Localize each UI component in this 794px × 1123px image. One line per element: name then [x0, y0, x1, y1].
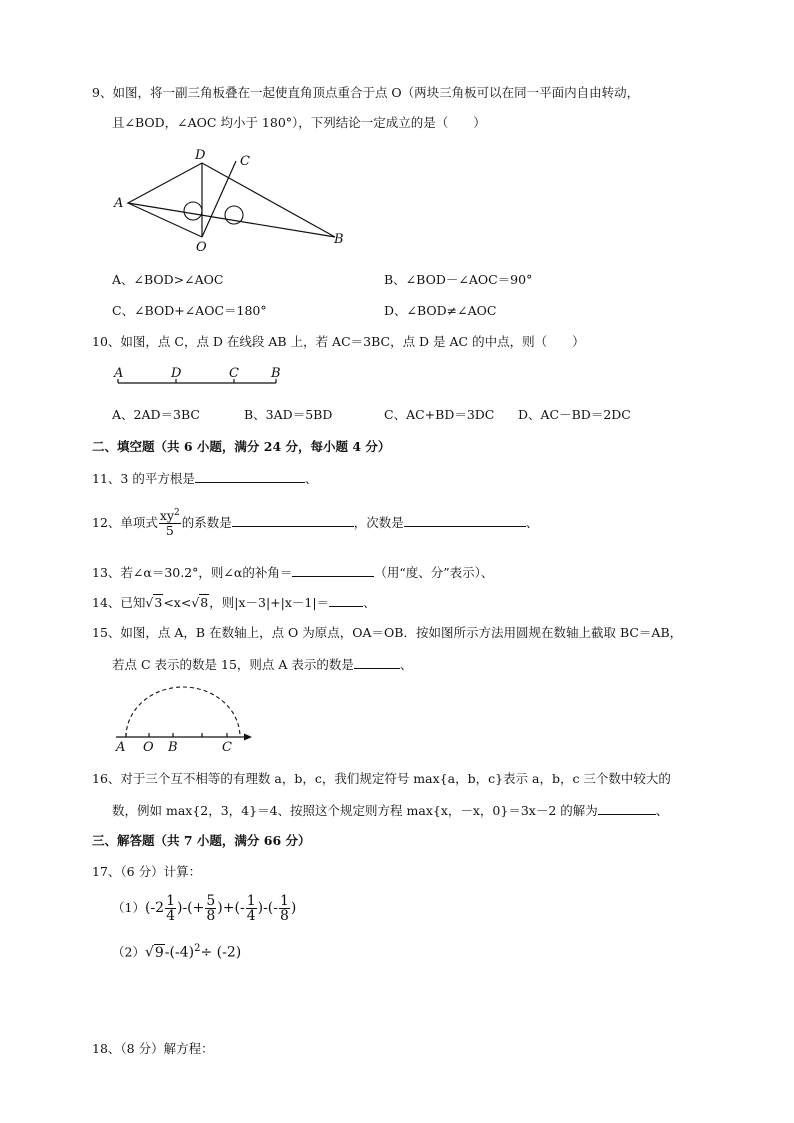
q11-end: 、 [304, 471, 318, 486]
q17-p2-rest: -(-4) [164, 944, 195, 961]
q17-p1-op3: )-(- [257, 900, 278, 916]
q13-answer-blank[interactable] [292, 563, 374, 577]
q12-degree-blank[interactable] [404, 513, 526, 527]
q17-p1-frac4: $\frac{1}{8}$ [280, 892, 289, 924]
q10-figure-segment [110, 365, 290, 389]
q10-label-c: C [229, 366, 239, 381]
q12-exponent: 2 [174, 507, 180, 518]
q15-label-a: A [116, 740, 126, 755]
q13-end: （用“度、分”表示）、 [374, 565, 494, 580]
q16-end: 、 [655, 803, 669, 818]
q12-pre: 12、单项式 [92, 515, 158, 530]
q10-option-c: C、AC+BD＝3DC [384, 407, 495, 422]
q15-label-c: C [222, 740, 232, 755]
q17-part2: $(2)√9-(-4)^2\div (-2)$ [112, 943, 242, 961]
q12-mid: 的系数是 [181, 515, 232, 530]
q17-title: 17、（6 分）计算： [92, 864, 202, 879]
q15-figure-number-line [112, 685, 262, 755]
q9-label-d: D [195, 148, 206, 163]
q17-p1-frac2: $\frac{5}{8}$ [206, 892, 216, 924]
q14-radicand-2: 8 [200, 595, 209, 610]
q12-mid2: ，次数是 [353, 515, 404, 530]
q9-option-c: C、∠BOD+∠AOC＝180° [112, 303, 267, 318]
q15-end: 、 [399, 657, 413, 672]
q17-part1 [112, 889, 296, 927]
q13-pre: 13、若∠α＝30.2°，则∠α的补角＝ [92, 565, 293, 580]
q12-end: 、 [525, 515, 539, 530]
q15-answer-blank[interactable] [354, 655, 400, 669]
q15-line2: 若点 C 表示的数是 15，则点 A 表示的数是 [112, 657, 354, 672]
q14-radicand-1: 3 [154, 595, 163, 610]
q14-answer-blank[interactable] [329, 593, 363, 607]
q9-label-c: C [240, 154, 250, 169]
q10-label-d: D [171, 366, 182, 381]
q18-title: 18、（8 分）解方程： [92, 1041, 214, 1056]
q10-option-d: D、AC－BD＝2DC [518, 407, 631, 422]
q15-line1: 15、如图，点 A，B 在数轴上，点 O 为原点，OA＝OB．按如图所示方法用圆规在数轴上截取 BC＝AB， [92, 625, 683, 640]
q17-p1-open: (-2 [144, 900, 165, 916]
q12-numerator: xy [159, 508, 175, 523]
q10-label-a: A [114, 366, 124, 381]
q16-line2: 数，例如 max{2，3，4}＝4、按照这个规定则方程 max{x，－x，0}＝3x－2 的解为 [112, 803, 598, 818]
q17-p2-tail: ÷ (-2) [200, 944, 242, 961]
q9-label-a: A [114, 196, 124, 211]
q10-line1: 10、如图，点 C，点 D 在线段 AB 上，若 AC＝3BC，点 D 是 AC 的中点，则（ ） [92, 334, 585, 349]
q11-text: 11、3 的平方根是 [92, 471, 195, 486]
q9-label-b: B [334, 232, 344, 247]
q14-pre: 14、已知 [92, 595, 146, 610]
q17-p1-op2: )+(- [217, 900, 245, 916]
q14: 14、已知√3<x<√8，则|x－3|+|x－1|＝ 、 [92, 595, 376, 610]
q17-p1-close: ) [290, 900, 297, 916]
q14-mid: ，则|x－3|+|x－1|＝ [209, 595, 330, 610]
q12 [92, 503, 538, 543]
q16-line1: 16、对于三个互不相等的有理数 a，b，c，我们规定符号 max{a，b，c}表示 a，b，c 三个数中较大的 [92, 771, 671, 786]
q15-label-b: B [168, 740, 178, 755]
q9-line2: 且∠BOD，∠AOC 均小于 180°），下列结论一定成立的是（ ） [112, 115, 486, 130]
q9-figure-triangles [100, 145, 360, 255]
q14-inequality: <x< [163, 595, 192, 610]
q17-p1-op1: )-(+ [176, 900, 205, 916]
q10-option-b: B、3AD＝5BD [244, 407, 333, 422]
q15-label-o: O [143, 740, 154, 755]
q12-coefficient-blank[interactable] [232, 513, 354, 527]
section-3-heading: 三、解答题（共 7 小题，满分 66 分） [92, 833, 311, 848]
q9-label-o: O [196, 240, 207, 255]
q17-p1-frac1: $\frac{1}{4}$ [166, 892, 175, 924]
q10-option-a: A、2AD＝3BC [112, 407, 200, 422]
q16-line2-wrap [112, 801, 668, 820]
q12-denominator: 5 [165, 523, 174, 538]
q17-part2-label: （2） [112, 944, 145, 960]
q14-end: 、 [363, 595, 376, 610]
q17-p2-radicand: 9 [154, 944, 164, 961]
q13 [92, 563, 493, 582]
q17-part1-label: （1） [112, 900, 145, 915]
q17-p1-frac3: $\frac{1}{4}$ [246, 892, 256, 924]
q11-answer-blank[interactable] [195, 469, 305, 483]
q9-option-a: A、∠BOD>∠AOC [112, 272, 224, 287]
q10-label-b: B [271, 366, 281, 381]
q9-option-d: D、∠BOD≠∠AOC [384, 303, 497, 318]
q15-line2-wrap [112, 655, 412, 674]
q9-option-b: B、∠BOD－∠AOC＝90° [384, 272, 533, 287]
q12-fraction [159, 509, 181, 538]
section-2-heading: 二、填空题（共 6 小题，满分 24 分，每小题 4 分） [92, 439, 391, 454]
q17-p2-exp: 2 [194, 943, 201, 954]
q16-answer-blank[interactable] [598, 801, 656, 815]
q9-line1: 9、如图，将一副三角板叠在一起使直角顶点重合于点 O（两块三角板可以在同一平面内自由转动， [92, 85, 640, 100]
q11 [92, 469, 317, 488]
